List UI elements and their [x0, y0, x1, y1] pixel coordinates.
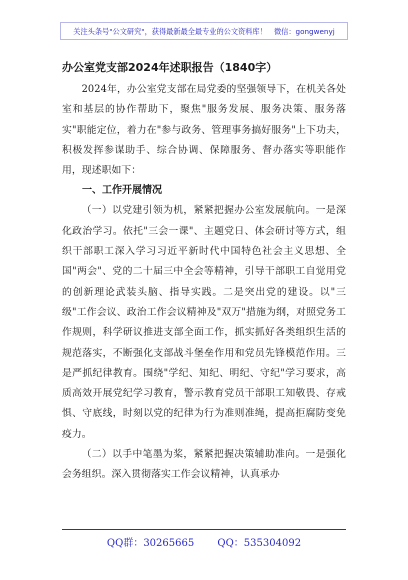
- footer-divider: [62, 529, 346, 530]
- top-banner: 关注头条号"公文研究"，获得最新最全最专业的公文资料库！ 微信：gongwenyj: [60, 22, 348, 40]
- footer-qq: QQ：535304092: [217, 538, 302, 549]
- intro-paragraph: 2024年，办公室党支部在局党委的坚强领导下，在机关各处室和基层的协作帮助下，聚焦"服务发展、服务决策、服务落实"职能定位，着力在"参与政务、管理事务搞好服务"上下功夫，积极发挥参谋助手、综合协调、保障服务、督办落实等职能作用，现述职如下：: [62, 84, 346, 177]
- document-title: 办公室党支部2024年述职报告（1840字）: [62, 61, 278, 74]
- footer-qq-group: QQ群：30265665: [106, 538, 195, 549]
- footer: [0, 534, 408, 549]
- document-body: [62, 60, 346, 486]
- section-paragraph-1: （一）以党建引领为机，紧紧把握办公室发展航向。一是深化政治学习。依托"三会一课"、主题党日、体会研讨等方式，组织干部职工深入学习习近平新时代中国特色社会主义思想、全国"两会"、党的二十届三中全会等精神，引导干部职工自觉用党的创新理论武装头脑、指导实践。二是突出党的建设。以"三级"工作会议、政治工作会议精神及"双万"措施为纲，对照党务工作规则，科学研议推进支部全面工作，抓实抓好各类组织生活的规范落实，不断强化支部战斗堡垒作用和党员先锋模范作用。三是严抓纪律教育。围绕"学纪、知纪、明纪、守纪"学习要求，高质高效开展党纪学习教育，警示教育党员干部职工知敬畏、存戒惧、守底线，时刻以党的纪律为行为准则准绳，提高拒腐防变免疫力。: [62, 205, 346, 440]
- section-paragraph-2: （二）以手中笔墨为桨，紧紧把握决策辅助准向。一是强化会务组织。深入贯彻落实工作会议精神，认真承办: [62, 449, 346, 481]
- section-heading: 一、工作开展情况: [82, 185, 162, 197]
